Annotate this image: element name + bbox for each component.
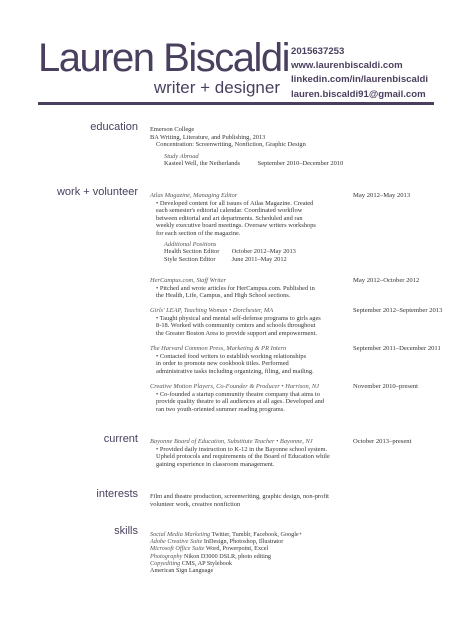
current-entry	[150, 438, 330, 468]
job-line: • Contacted food writers to establish working relationships	[156, 352, 307, 360]
skill-value: Twitter, Tumblr, Facebook, Google+	[211, 531, 303, 538]
abroad-place: Kasteel Well, the Netherlands	[164, 160, 241, 168]
skill-label: Copyediting	[150, 559, 181, 567]
job-line: each semester's editorial calendar. Coordinated workflow	[156, 207, 303, 215]
interests-heading: interests	[96, 488, 138, 500]
skill-item	[150, 538, 302, 545]
current-role: Bayonne Board of Education, Substitute Teacher • Bayonne, NJ	[150, 438, 313, 445]
job-line: • Co-founded a startup community theatre company that aims to	[156, 390, 320, 398]
job-line: • Developed content for all issues of Atlas Magazine. Created	[156, 199, 314, 207]
degree: BA Writing, Literature, and Publishing, 2013	[150, 133, 266, 141]
job-line: 8-18. Worked with community centers and schools throughout	[156, 322, 316, 330]
interests-block	[150, 493, 329, 508]
skill-value: American Sign Language	[150, 567, 214, 575]
job-date: September 2012–September 2013	[353, 307, 443, 314]
education-heading: education	[90, 121, 138, 133]
job-date: November 2010–present	[353, 383, 419, 390]
skill-label: Adobe Creative Suite	[150, 538, 203, 546]
current-line: Upheld protocols and requirements of the Board of Education while	[156, 453, 330, 461]
job-line: provide quality theatre to all audiences at all ages. Developed and	[156, 398, 325, 406]
resume-tagline: writer + designer	[153, 78, 280, 97]
linkedin-link[interactable]: linkedin.com/in/laurenbiscaldi	[291, 74, 429, 86]
skills-heading: skills	[114, 525, 138, 537]
skill-value: Nikon D3000 DSLR, photo editing	[183, 552, 272, 560]
current-line: • Provided daily instruction to K-12 in the Bayonne school system.	[156, 445, 328, 453]
skills-block	[150, 531, 302, 574]
job-line: weekly executive board meetings. Oversaw writers workshops	[156, 222, 316, 230]
school-name: Emerson College	[150, 126, 195, 133]
skill-item	[150, 531, 302, 538]
abroad-dates: September 2010–December 2010	[257, 160, 344, 168]
contact-block	[291, 45, 428, 102]
job-line: the Greater Boston Area to provide support and empowerment.	[156, 329, 317, 337]
job-role: Creative Motion Players, Co-Founder & Producer • Harrison, NJ	[150, 383, 319, 390]
job-entry	[150, 383, 324, 413]
education-block	[150, 126, 343, 168]
work-heading: work + volunteer	[56, 186, 138, 198]
job-line: in order to promote new cookbook titles. Performed	[156, 360, 289, 368]
job-role: Girls' LEAP, Teaching Woman • Dorchester, MA	[150, 307, 274, 314]
job-line: • Pitched and wrote articles for HerCampus.com. Published in	[156, 284, 315, 292]
additional-positions-title: Additional Positions	[164, 240, 217, 248]
skill-item	[150, 567, 302, 574]
skill-value: InDesign, Photoshop, Illustrator	[203, 538, 284, 546]
job-line: • Taught physical and mental self-defense programs to girls ages	[156, 314, 321, 322]
job-entry	[150, 345, 314, 375]
website-link[interactable]: www.laurenbiscaldi.com	[291, 60, 403, 72]
current-line: gaining experience in classroom management.	[156, 460, 275, 468]
job-line: for each section of the magazine.	[156, 229, 241, 237]
skill-value: CMS, AP Stylebook	[181, 559, 232, 567]
resume-name: Lauren Biscaldi	[38, 36, 289, 80]
job-entry	[150, 192, 316, 263]
study-abroad-place	[150, 160, 343, 168]
job-line: between editorial and art departments. Scheduled and ran	[156, 214, 303, 222]
job-line: the Health, Life, Campus, and High School sections.	[156, 292, 291, 300]
skill-label: Microsoft Office Suite	[150, 545, 205, 553]
job-role: Atlas Magazine, Managing Editor	[150, 192, 238, 199]
skill-label: Social Media Marketing	[150, 531, 211, 538]
interests-line: Film and theatre production, screenwriting, graphic design, non-profit	[150, 493, 329, 500]
job-entry	[150, 277, 315, 300]
phone-number: 2015637253	[291, 46, 345, 57]
position-label: Style Section Editor	[164, 255, 216, 263]
email-link[interactable]: lauren.biscaldi91@gmail.com	[291, 88, 426, 100]
current-heading: current	[103, 433, 138, 445]
position-dates: June 2011–May 2012	[231, 255, 287, 263]
additional-position	[150, 256, 316, 264]
job-role: The Harvard Common Press, Marketing & PR Intern	[150, 345, 287, 352]
job-line: ran two youth-oriented summer reading programs.	[156, 405, 285, 413]
additional-position	[150, 248, 316, 256]
skill-item	[150, 553, 302, 560]
job-date: May 2012–October 2012	[353, 277, 420, 284]
skill-label: Photography	[150, 552, 183, 560]
skill-item	[150, 560, 302, 567]
position-label: Health Section Editor	[164, 248, 220, 256]
position-dates: October 2012–May 2013	[231, 248, 296, 256]
job-entry	[150, 307, 321, 337]
skill-item	[150, 545, 302, 552]
skill-value: Word, Powerpoint, Excel	[205, 545, 269, 553]
job-line: administrative tasks including organizing, filing, and mailing.	[156, 367, 314, 375]
job-date: May 2012–May 2013	[353, 192, 411, 199]
concentration: Concentration: Screenwriting, Nonfiction, Graphic Design	[156, 141, 306, 149]
job-role: HerCampus.com, Staff Writer	[150, 277, 226, 284]
study-abroad-title: Study Abroad	[164, 152, 199, 160]
current-date: October 2013–present	[353, 438, 412, 445]
interests-line: volunteer work, creative nonfiction	[150, 500, 241, 508]
header-divider	[38, 102, 434, 105]
job-date: September 2011–December 2011	[353, 345, 441, 352]
